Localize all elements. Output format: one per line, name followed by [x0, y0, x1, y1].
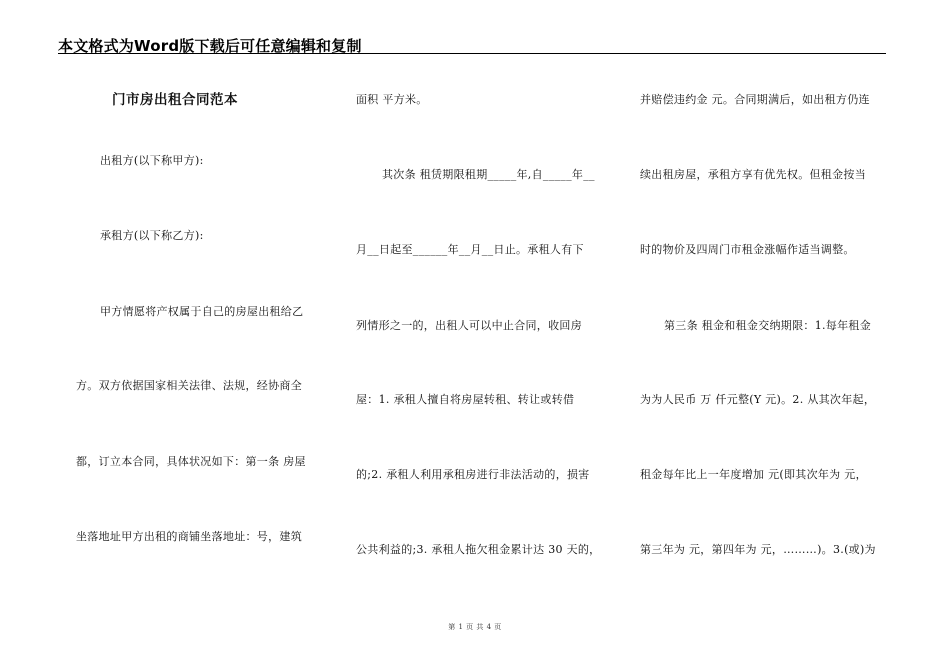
document-title: 门市房出租合同范本: [112, 92, 238, 108]
paragraph-line: 其次条 租赁期限租期_____年,自_____年__: [382, 168, 595, 181]
paragraph-line: 的;2. 承租人利用承租房进行非法活动的，损害: [356, 468, 590, 481]
paragraph-line: 屋：1. 承租人擅自将房屋转租、转让或转借: [356, 393, 575, 406]
paragraph-line: 时的物价及四周门市租金涨幅作适当调整。: [640, 243, 855, 256]
paragraph-line: 公共利益的;3. 承租人拖欠租金累计达 30 天的，: [356, 543, 601, 556]
paragraph-line: 为为人民币 万 仟元整(Y 元)。2. 从其次年起，: [640, 393, 876, 406]
paragraph-line: 甲方情愿将产权属于自己的房屋出租给乙: [100, 305, 304, 318]
paragraph-line: 续出租房屋，承租方享有优先权。但租金按当: [640, 168, 866, 181]
paragraph-line: 并赔偿违约金 元。合同期满后，如出租方仍连: [640, 93, 870, 106]
paragraph-line: 面积 平方米。: [356, 93, 428, 106]
paragraph-line: 坐落地址甲方出租的商铺坐落地址：号，建筑: [76, 530, 302, 543]
paragraph-line: 方。双方依据国家相关法律、法规，经协商全: [76, 379, 302, 392]
paragraph-line: 月__日起至______年__月__日止。承租人有下: [356, 243, 584, 256]
paragraph-line: 第三条 租金和租金交纳期限：1.每年租金: [664, 319, 871, 332]
page-number: 第 1 页 共 4 页: [448, 623, 502, 631]
text-column-1: [76, 0, 336, 672]
paragraph-line: 都，订立本合同，具体状况如下：第一条 房屋: [76, 455, 306, 468]
paragraph-line: 租金每年比上一年度增加 元(即其次年为 元，: [640, 468, 867, 481]
paragraph-line: 出租方(以下称甲方):: [100, 154, 204, 167]
paragraph-line: 承租方(以下称乙方):: [100, 229, 204, 242]
text-column-3: [638, 0, 898, 672]
header-title: 本文格式为Word版下载后可任意编辑和复制: [58, 37, 362, 55]
paragraph-line: 列情形之一的，出租人可以中止合同，收回房: [356, 319, 582, 332]
text-column-2: [356, 0, 616, 672]
paragraph-line: 第三年为 元，第四年为 元，………)。3.(或)为: [640, 543, 876, 556]
